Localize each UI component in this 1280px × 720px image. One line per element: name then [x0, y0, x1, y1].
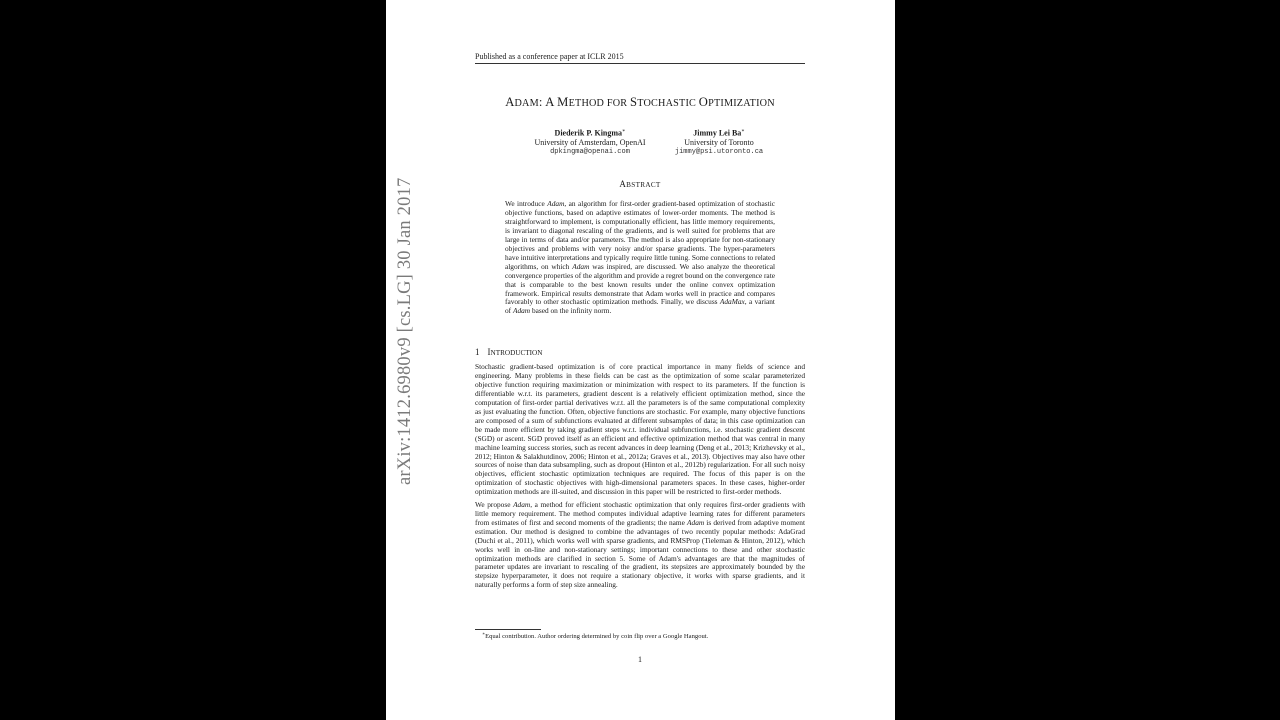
paragraph: Stochastic gradient-based optimization is of core practical importance in many fields of science and engineering. Many problems in these fields can be cast as the optimization of some scalar parameterized objective function requiring maximization or minimization with respect to its parameters. If the function is differentiable w.r.t. its parameters, gradient descent is a relatively efficient optimization method, since the computation of first-order partial derivatives w.r.t. all the parameters is of the same computational complexity as just evaluating the function. Often, objective functions are stochastic. For example, many objective functions are composed of a sum of subfunctions evaluated at different subsamples of data; in this case optimization can be made more efficient by taking gradient steps w.r.t. individual subfunctions, i.e. stochastic gradient descent (SGD) or ascent. SGD proved itself as an efficient and effective optimization method that was central in many machine learning success stories, such as recent advances in deep learning (Deng et al., 2013; Krizhevsky et al., 2012; Hinton & Salakhutdinov, 2006; Hinton et al., 2012a; Graves et al., 2013). Objectives may also have other sources of noise than data subsampling, such as dropout (Hinton et al., 2012b) regularization. For all such noisy objectives, efficient stochastic optimization techniques are required. The focus of this paper is on the optimization of stochastic objectives with high-dimensional parameters spaces. In these cases, higher-order optimization methods are ill-suited, and discussion in this paper will be restricted to first-order methods. [475, 362, 805, 497]
author-affiliation: University of Toronto [684, 138, 754, 148]
author-email[interactable]: jimmy@psi.utoronto.ca [674, 147, 764, 156]
author-name: Diederik P. Kingma [554, 128, 623, 138]
conference-header: Published as a conference paper at ICLR 2015 [475, 52, 805, 64]
page-number: 1 [638, 655, 642, 664]
author-ba: Jimmy Lei Ba∗ University of Toronto jimmy@psi.utoronto.ca [664, 127, 774, 157]
paper-title: ADAM: A METHOD FOR STOCHASTIC OPTIMIZATION [505, 95, 775, 109]
paragraph: We propose Adam, a method for efficient stochastic optimization that only requires first-order gradients with little memory requirement. The method computes individual adaptive learning rates for different parameters from estimates of first and second moments of the gradients; the name Adam is derived from adaptive moment estimation. Our method is designed to combine the advantages of two recently popular methods: AdaGrad (Duchi et al., 2011), which works well with sparse gradients, and RMSProp (Tieleman & Hinton, 2012), which works well in on-line and non-stationary settings; important connections to these and other stochastic optimization methods are clarified in section 5. Some of Adam's advantages are that the magnitudes of parameter updates are invariant to rescaling of the gradient, its stepsizes are approximately bounded by the stepsize hyperparameter, it does not require a stationary objective, it works with sparse gradients, and it naturally performs a form of step size annealing. [475, 499, 805, 590]
arxiv-identifier: arXiv:1412.6980v9 [cs.LG] 30 Jan 2017 [395, 177, 415, 485]
abstract-heading: ABSTRACT [619, 179, 661, 189]
footnote: ∗Equal contribution. Author ordering determined by coin flip over a Google Hangout. [482, 631, 709, 641]
introduction-body [475, 363, 805, 594]
section-heading-introduction: 1 INTRODUCTION [475, 347, 543, 357]
author-kingma: Diederik P. Kingma∗ University of Amsterdam, OpenAI dpkingma@openai.com [520, 127, 660, 157]
author-email[interactable]: dpkingma@openai.com [550, 147, 630, 156]
abstract-text: We introduce Adam, an algorithm for first-order gradient-based optimization of stochastic objective functions, based on adaptive estimates of lower-order moments. The method is straightforward to implement, is computationally efficient, has little memory requirements, is invariant to diagonal rescaling of the gradients, and is well suited for problems that are large in terms of data and/or parameters. The method is also appropriate for non-stationary objectives and problems with very noisy and/or sparse gradients. The hyper-parameters have intuitive interpretations and typically require little tuning. Some connections to related algorithms, on which Adam was inspired, are discussed. We also analyze the theoretical convergence properties of the algorithm and provide a regret bound on the convergence rate that is comparable to the best known results under the online convex optimization framework. Empirical results demonstrate that Adam works well in practice and compares favorably to other stochastic optimization methods. Finally, we discuss AdaMax, a variant of Adam based on the infinity norm. [505, 199, 776, 316]
author-affiliation: University of Amsterdam, OpenAI [534, 138, 646, 148]
footnote-rule [475, 629, 541, 630]
author-name: Jimmy Lei Ba [693, 128, 742, 138]
